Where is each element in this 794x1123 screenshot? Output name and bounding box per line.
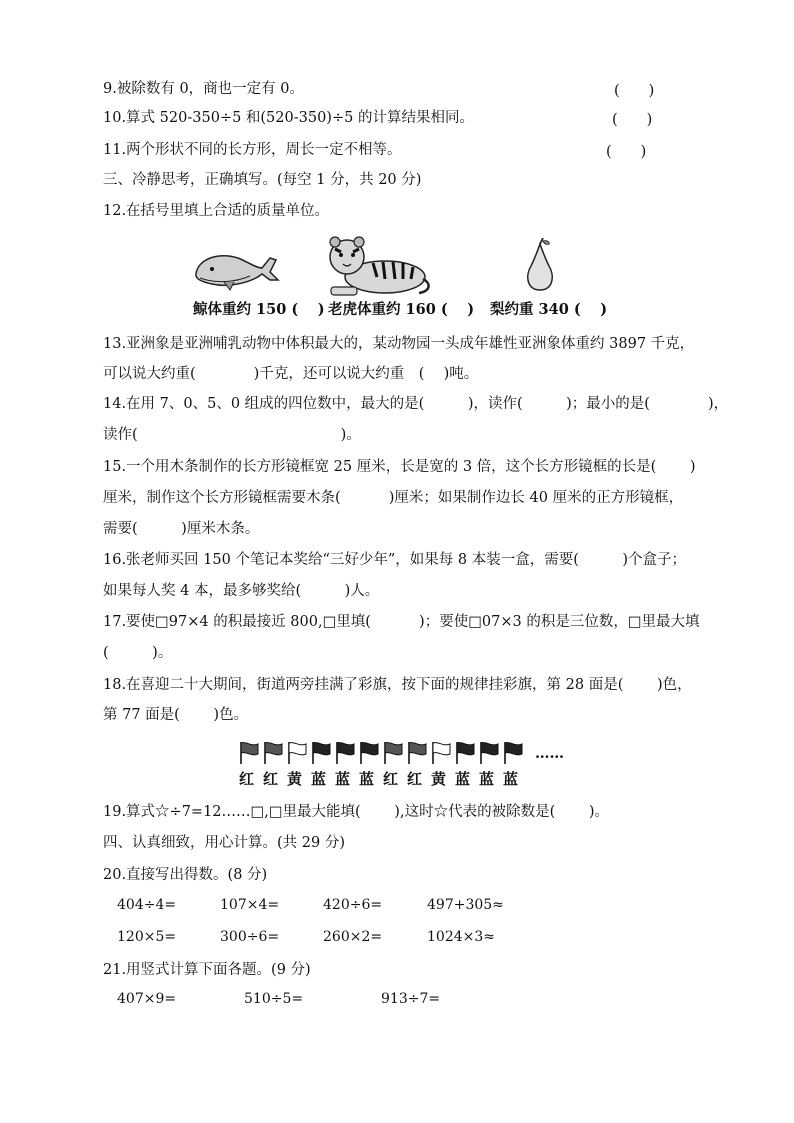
- answer-blank-q10[interactable]: ( ): [612, 112, 653, 128]
- calc-item: 497+305≈: [427, 897, 504, 913]
- question-15-line-1: 15.一个用木条制作的长方形镜框宽 25 厘米，长是宽的 3 倍，这个长方形镜框的长是( ): [103, 459, 696, 475]
- answer-blank-q9[interactable]: ( ): [614, 83, 655, 99]
- calc-item: 107×4=: [220, 897, 280, 913]
- question-14-line-1: 14.在用 7、0、5、0 组成的四位数中，最大的是( )，读作( )；最小的是( )，: [103, 396, 729, 412]
- question-16-line-2: 如果每人奖 4 本，最多够奖给( )人。: [103, 583, 380, 599]
- calc-item: 260×2=: [323, 929, 383, 945]
- pear-weight-label: 梨约重 340 ( ): [490, 301, 608, 318]
- question-10: 10.算式 520-350÷5 和(520-350)÷5 的计算结果相同。: [103, 110, 474, 126]
- flag-color-label: 黄: [287, 770, 303, 788]
- question-13-line-1: 13.亚洲象是亚洲哺乳动物中体积最大的，某动物园一头成年雄性亚洲象体重约 3897 千克，: [103, 336, 695, 352]
- flag-color-label: 蓝: [455, 770, 471, 788]
- flag-color-label: 蓝: [503, 770, 519, 788]
- question-17-line-2: ( )。: [103, 645, 173, 661]
- question-15-line-2: 厘米，制作这个长方形镜框需要木条( )厘米；如果制作边长 40 厘米的正方形镜框，: [103, 490, 684, 506]
- calc-item: 1024×3≈: [427, 929, 495, 945]
- flag-icon: [289, 742, 306, 764]
- flag-icon: [241, 742, 258, 764]
- flags-illustration: [238, 740, 538, 766]
- flag-color-label: 蓝: [479, 770, 495, 788]
- tiger-weight-label: 老虎体重约 160 ( ): [328, 301, 475, 318]
- flag-color-label: 蓝: [359, 770, 375, 788]
- flag-color-label: 红: [407, 770, 423, 788]
- flag-color-label: 蓝: [311, 770, 327, 788]
- flag-icon: [385, 742, 402, 764]
- question-19: 19.算式☆÷7=12……□,□里最大能填( ),这时☆代表的被除数是( )。: [103, 804, 609, 820]
- tiger-illustration: [323, 233, 433, 297]
- flag-color-label: 红: [263, 770, 279, 788]
- flags-ellipsis: ……: [535, 745, 564, 762]
- answer-blank-q11[interactable]: ( ): [606, 144, 647, 160]
- whale-weight-label: 鲸体重约 150 ( ): [193, 301, 325, 318]
- flag-icon: [313, 742, 330, 764]
- question-14-line-2: 读作( )。: [103, 427, 361, 443]
- section-4-heading: 四、认真细致，用心计算。(共 29 分): [103, 835, 345, 851]
- flag-icon: [361, 742, 378, 764]
- question-20: 20.直接写出得数。(8 分): [103, 867, 268, 883]
- calc-item: 407×9=: [117, 991, 177, 1007]
- flag-icon: [505, 742, 522, 764]
- flag-icon: [457, 742, 474, 764]
- flag-color-label: 红: [383, 770, 399, 788]
- flag-icon: [433, 742, 450, 764]
- flag-icon: [409, 742, 426, 764]
- calc-item: 300÷6=: [220, 929, 280, 945]
- calc-item: 120×5=: [117, 929, 177, 945]
- calc-item: 913÷7=: [381, 991, 441, 1007]
- flag-icon: [337, 742, 354, 764]
- flag-color-label: 蓝: [335, 770, 351, 788]
- question-18-line-2: 第 77 面是( )色。: [103, 707, 249, 723]
- section-3-heading: 三、冷静思考，正确填写。(每空 1 分，共 20 分): [103, 172, 422, 188]
- question-12: 12.在括号里填上合适的质量单位。: [103, 203, 330, 219]
- whale-illustration: [190, 246, 280, 292]
- flag-icon: [481, 742, 498, 764]
- calc-item: 420÷6=: [323, 897, 383, 913]
- question-11: 11.两个形状不同的长方形，周长一定不相等。: [103, 142, 402, 158]
- question-16-line-1: 16.张老师买回 150 个笔记本奖给“三好少年”，如果每 8 本装一盒，需要( )个盒子；: [103, 552, 687, 568]
- flag-icon: [265, 742, 282, 764]
- question-21: 21.用竖式计算下面各题。(9 分): [103, 962, 311, 978]
- question-17-line-1: 17.要使□97×4 的积最接近 800,□里填( )；要使□07×3 的积是三位数，□里最大填: [103, 614, 700, 630]
- calc-item: 510÷5=: [244, 991, 304, 1007]
- question-15-line-3: 需要( )厘米木条。: [103, 521, 260, 537]
- question-13-line-2: 可以说大约重( )千克，还可以说大约重 ( )吨。: [103, 366, 479, 382]
- flag-color-label: 黄: [431, 770, 447, 788]
- calc-item: 404÷4=: [117, 897, 177, 913]
- question-18-line-1: 18.在喜迎二十大期间，街道两旁挂满了彩旗，按下面的规律挂彩旗，第 28 面是( )色，: [103, 677, 692, 693]
- question-9: 9.被除数有 0，商也一定有 0。: [103, 81, 305, 97]
- pear-illustration: [523, 238, 557, 292]
- flag-color-label: 红: [239, 770, 255, 788]
